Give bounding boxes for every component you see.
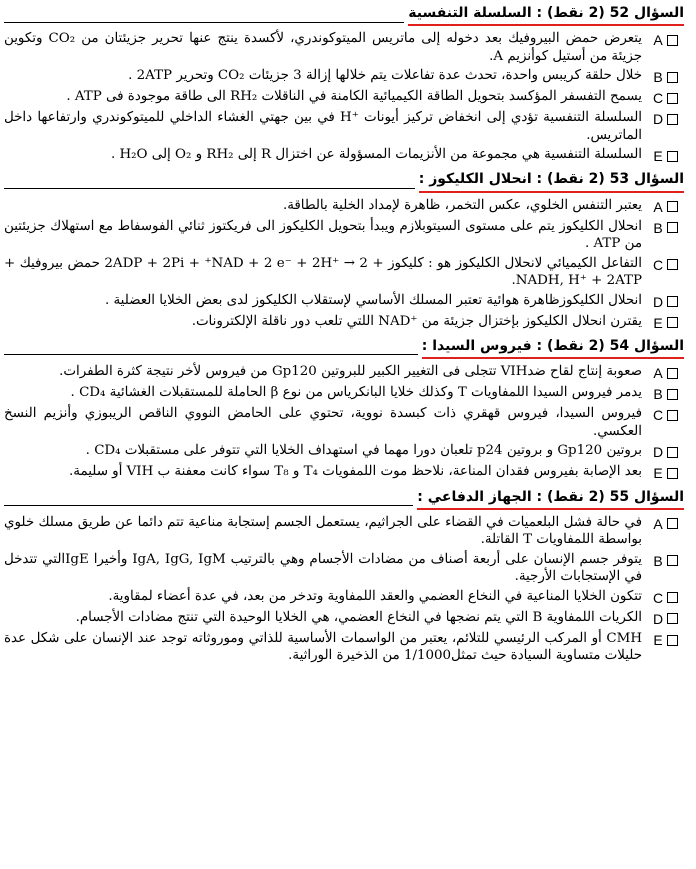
option-text: يسمح التفسفر المؤكسد بتحويل الطاقة الكيميائية الكامنة في الناقلات RH₂ الى طاقة موجودة فى ATP . (66, 89, 642, 105)
option-letter: A (653, 32, 663, 49)
option-d (4, 109, 684, 144)
checkbox[interactable] (667, 317, 678, 328)
option-d (4, 442, 684, 461)
header-rule (4, 22, 404, 23)
question-header (4, 4, 684, 26)
checkbox[interactable] (667, 35, 678, 46)
option-letter: B (653, 69, 663, 86)
option-letter: D (652, 610, 664, 627)
option-text: انحلال الكليكوز يتم على مستوى السيتوبلازم ويبدأ بتحويل الكليكوز الى فريكتوز ثنائي الفوسفاط مع استهلاك جزيئتين من ATP . (4, 218, 642, 252)
checkbox[interactable] (667, 447, 678, 458)
option-text: الكريات اللمفاوية B التي يتم نضجها في النخاع العضمي، هي الخلايا الوحيدة التي تنتج مضادات الأجسام. (75, 609, 642, 625)
option-text: يتعرض حمض البيروفيك بعد دخوله إلى ماتريس الميتوكوندري، لأكسدة ينتج عنها تحرير جزيئتان من CO₂ وتكوين جزيئة من أستيل كوأنزيم A. (4, 31, 642, 64)
option-letter: B (653, 219, 663, 236)
option-text: يعتبر التنفس الخلوي، عكس التخمر، ظاهرة لإمداد الخلية بالطاقة. (282, 197, 642, 213)
option-text: التفاعل الكيميائي لانحلال الكليكوز هو : كليكوز + 2ADP + 2Pi + ⁺NAD + 2 e⁻ + 2H⁺ → 2 حمض بيروفيك + NADH, H⁺ + 2ATP. (4, 255, 642, 289)
question-55 (4, 488, 684, 665)
checkbox[interactable] (667, 93, 678, 104)
option-letter: D (652, 444, 664, 461)
option-letter: A (653, 515, 663, 532)
option-a (4, 30, 684, 65)
option-text: فيروس السيدا، فيروس قهقري ذات كبسدة نووية، تحتوي على الحامض النووي الناقص الريبوزي وأنزيم النسخ العكسي. (4, 406, 642, 439)
option-text: تتكون الخلايا المناعية في النخاع العضمي والعقد اللمفاوية وتدخر من بعد، في عدة أعضاء لمقاوية. (108, 588, 642, 604)
question-52 (4, 4, 684, 165)
checkbox[interactable] (667, 389, 678, 400)
question-header (4, 337, 684, 359)
option-b (4, 218, 684, 253)
checkbox[interactable] (667, 114, 678, 125)
checkbox[interactable] (667, 201, 678, 212)
option-c (4, 255, 684, 290)
option-letter: E (653, 465, 663, 482)
question-title: السؤال 54 (2 نقط) : فيروس السيدا : (422, 337, 684, 359)
option-text: انحلال الكليكوزظاهرة هوائية تعتبر المسلك الأساسي لإستقلاب الكليكوز لدى بعض الخلايا العضلية . (104, 292, 642, 308)
option-d (4, 292, 684, 311)
option-letter: C (652, 256, 664, 273)
question-title: السؤال 53 (2 نقط) : انحلال الكليكوز : (419, 170, 684, 192)
option-a (4, 514, 684, 549)
question-title: السؤال 52 (2 نقط) : السلسلة التنفسية (408, 4, 684, 26)
option-text: بروتين Gp120 و بروتين p24 تلعبان دورا مهما في استهداف الخلايا التي تتوفر على مستقبلات CD₄ . (85, 443, 642, 459)
question-title: السؤال 55 (2 نقط) : الجهاز الدفاعي : (417, 488, 684, 510)
option-text: في حالة فشل البلعميات في القضاء على الجراثيم، يستعمل الجسم إستجابة مناعية تتم دائما عن طريق مسلك خلوي بواسطة اللمفاويات T القاتلة. (4, 514, 642, 548)
checkbox[interactable] (667, 635, 678, 646)
header-rule (4, 505, 413, 506)
option-e (4, 463, 684, 482)
option-text: صعوبة إنتاج لقاح ضدVIH تتجلى فى التغيير الكبير للبروتين Gp120 من فيروس لأخر نتيجة كثرة الطفرات. (59, 364, 642, 380)
option-text: CMH أو المركب الرئيسي للتلائم، يعتبر من الواسمات الأساسية للذاتي وموروثاته توجد عند الإنسان على شكل عدة حليلات متساوية السيادة حيث تمثل1/1000 من الذخيرة الوراثية. (4, 630, 642, 664)
checkbox[interactable] (667, 518, 678, 529)
checkbox[interactable] (667, 151, 678, 162)
question-header (4, 488, 684, 510)
header-rule (4, 188, 415, 189)
option-a (4, 363, 684, 382)
option-text: بعد الإصابة بفيروس فقدان المناعة، نلاحظ موت اللمفويات T₄ و T₈ سواء كانت معفنة ب VIH أو سليمة. (69, 464, 642, 480)
option-text: السلسلة التنفسية تؤدي إلى انخفاض تركيز أيونات ⁺H في بين جهتي الغشاء الداخلي للميتوكوندري وارتفاعها داخل الماتريس. (4, 110, 642, 143)
question-53 (4, 170, 684, 331)
option-letter: D (652, 111, 664, 128)
option-text: خلال حلقة كريبس واحدة، تحدث عدة تفاعلات يتم خلالها إزالة 3 جزيئات CO₂ وتحرير 2ATP . (128, 68, 642, 84)
checkbox[interactable] (667, 410, 678, 421)
option-e (4, 313, 684, 332)
checkbox[interactable] (667, 222, 678, 233)
checkbox[interactable] (667, 296, 678, 307)
option-e (4, 630, 684, 665)
option-letter: E (653, 631, 663, 648)
option-text: يتوفر جسم الإنسان على أربعة أصناف من مضادات الأجسام وهي بالترتيب IgA, IgG, IgM وأخيرا IgEالتي تتدخل في الإستجابات الأرجية. (4, 551, 642, 585)
checkbox[interactable] (667, 613, 678, 624)
option-b (4, 67, 684, 86)
option-a (4, 197, 684, 216)
option-letter: C (652, 407, 664, 424)
option-letter: B (653, 386, 663, 403)
checkbox[interactable] (667, 368, 678, 379)
header-rule (4, 354, 418, 355)
option-c (4, 405, 684, 440)
question-54 (4, 337, 684, 483)
option-b (4, 551, 684, 586)
option-text: يدمر فيروس السيدا اللمفاويات T وكذلك خلايا البانكرياس من نوع β الحاملة للمستقبلات الغشائية CD₄ . (70, 385, 642, 401)
option-letter: C (652, 90, 664, 107)
option-letter: D (652, 293, 664, 310)
option-d (4, 609, 684, 628)
option-c (4, 88, 684, 107)
option-letter: A (653, 365, 663, 382)
option-text: السلسلة التنفسية هي مجموعة من الأنزيمات المسؤولة عن اختزال R إلى RH₂ و O₂ إلى H₂O . (110, 147, 642, 163)
option-e (4, 146, 684, 165)
option-text: يقترن انحلال الكليكوز بإختزال جزيئة من ⁺NAD اللتي تلعب دور ناقلة الإلكترونات. (191, 313, 642, 329)
checkbox[interactable] (667, 72, 678, 83)
option-letter: E (653, 314, 663, 331)
option-letter: A (653, 198, 663, 215)
checkbox[interactable] (667, 555, 678, 566)
option-b (4, 384, 684, 403)
option-c (4, 588, 684, 607)
option-letter: C (652, 589, 664, 606)
option-letter: B (653, 552, 663, 569)
checkbox[interactable] (667, 259, 678, 270)
option-letter: E (653, 148, 663, 165)
checkbox[interactable] (667, 468, 678, 479)
checkbox[interactable] (667, 592, 678, 603)
question-header (4, 170, 684, 192)
